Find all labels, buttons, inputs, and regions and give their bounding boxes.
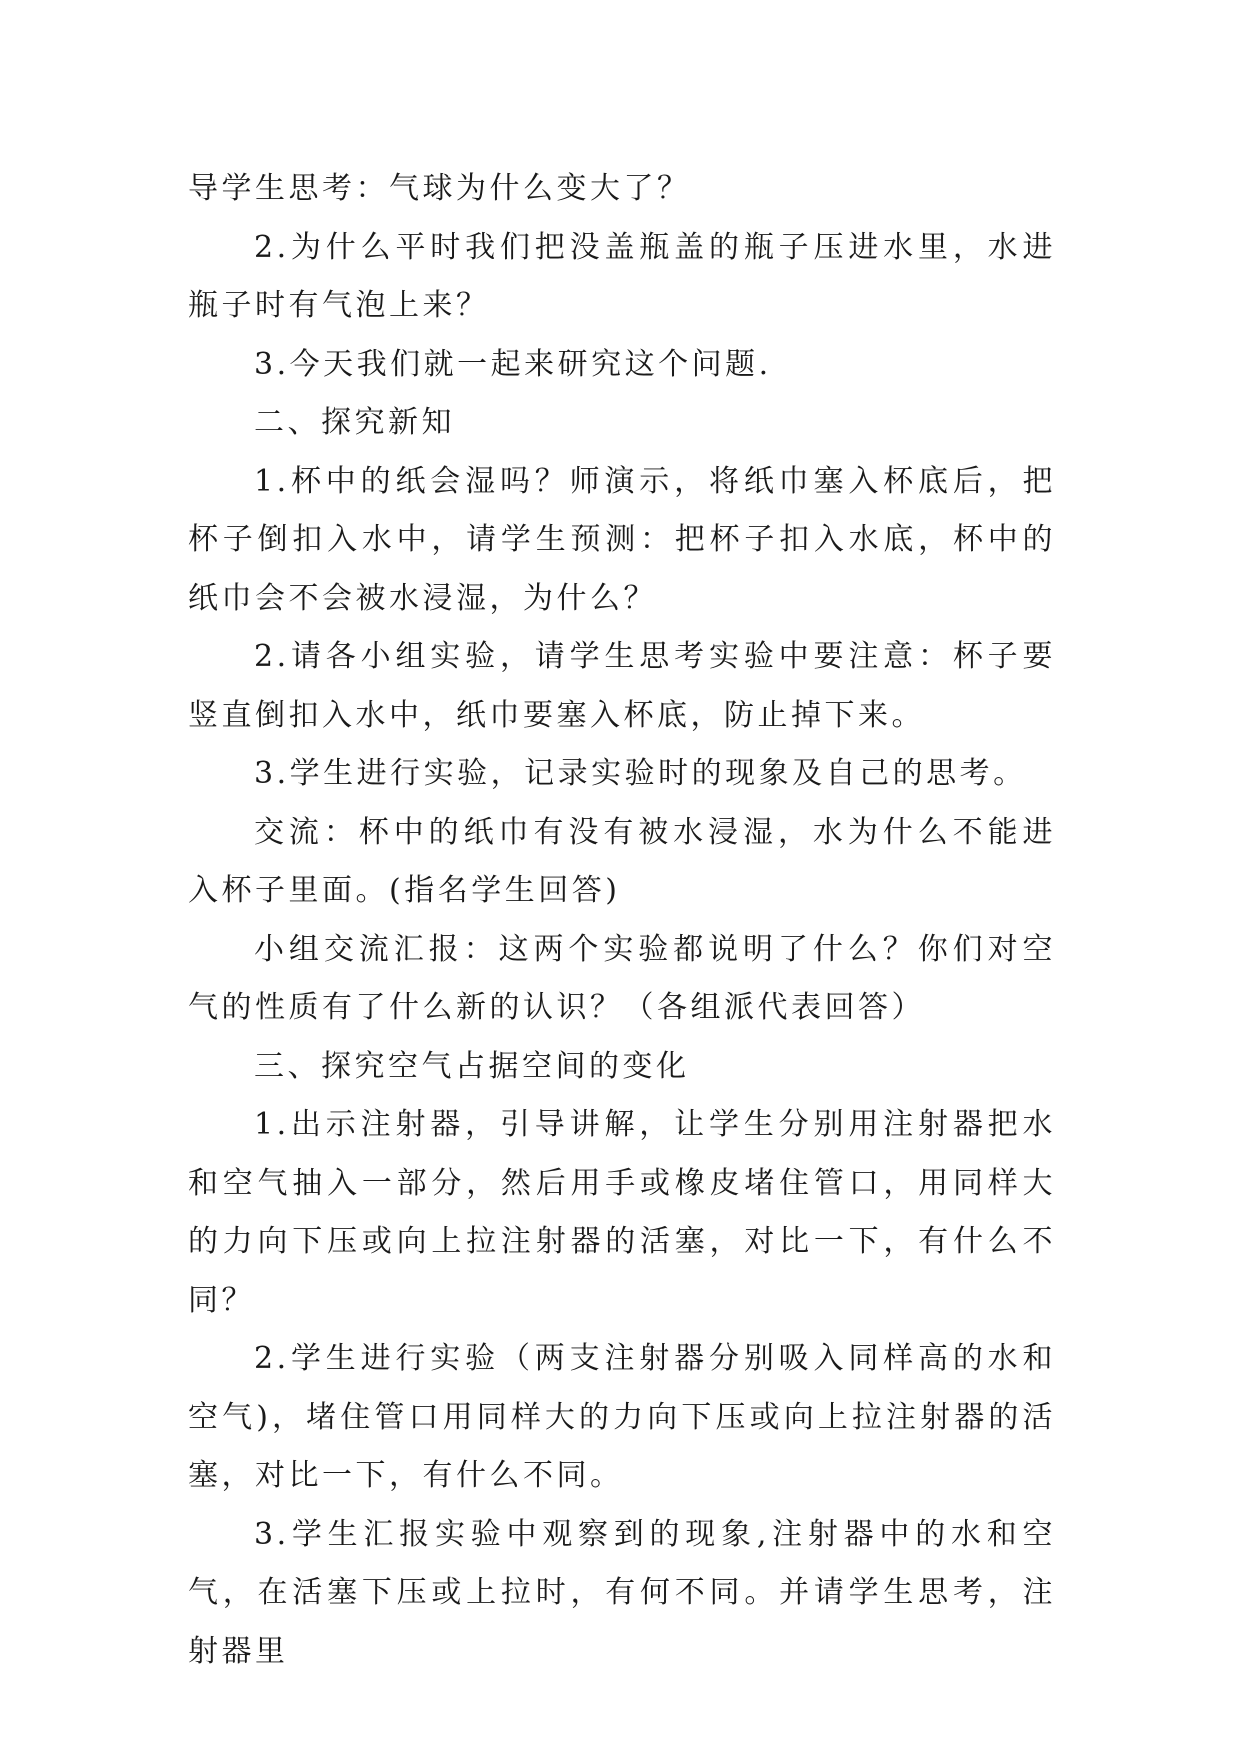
paragraph-paper-wet: 1.杯中的纸会湿吗？师演示，将纸巾塞入杯底后，把杯子倒扣入水中，请学生预测：把杯子扣入水底，杯中的纸巾会不会被水浸湿，为什么？ [188, 463, 1056, 616]
section-heading-explore: 二、探究新知 [254, 405, 455, 440]
paragraph-group-report: 小组交流汇报：这两个实验都说明了什么？你们对空气的性质有了什么新的认识？（各组派代表回答） [188, 931, 1056, 1025]
paragraph-exchange: 交流：杯中的纸巾有没有被水浸湿，水为什么不能进入杯子里面。(指名学生回答) [188, 814, 1056, 908]
paragraph-group-experiment: 2.请各小组实验，请学生思考实验中要注意：杯子要竖直倒扣入水中，纸巾要塞入杯底，防止掉下来。 [188, 639, 1056, 733]
paragraph-record-experiment: 3.学生进行实验，记录实验时的现象及自己的思考。 [254, 756, 1027, 791]
paragraph-syringe-intro: 1.出示注射器，引导讲解，让学生分别用注射器把水和空气抽入一部分，然后用手或橡皮堵住管口，用同样大的力向下压或向上拉注射器的活塞，对比一下，有什么不同？ [188, 1107, 1056, 1318]
section-heading-air-space: 三、探究空气占据空间的变化 [254, 1048, 690, 1084]
paragraph-syringe-experiment: 2.学生进行实验（两支注射器分别吸入同样高的水和空气)，堵住管口用同样大的力向下压或向上拉注射器的活塞，对比一下，有什么不同。 [188, 1341, 1056, 1493]
paragraph-syringe-report: 3.学生汇报实验中观察到的现象,注射器中的水和空气，在活塞下压或上拉时，有何不同。并请学生思考，注射器里 [188, 1516, 1056, 1669]
paragraph-bubbles-question: 2.为什么平时我们把没盖瓶盖的瓶子压进水里，水进瓶子时有气泡上来？ [188, 229, 1056, 323]
document-body [188, 160, 1056, 1681]
paragraph-intro: 导学生思考：气球为什么变大了？ [188, 171, 691, 206]
paragraph-today-topic: 3.今天我们就一起来研究这个问题. [254, 346, 772, 382]
